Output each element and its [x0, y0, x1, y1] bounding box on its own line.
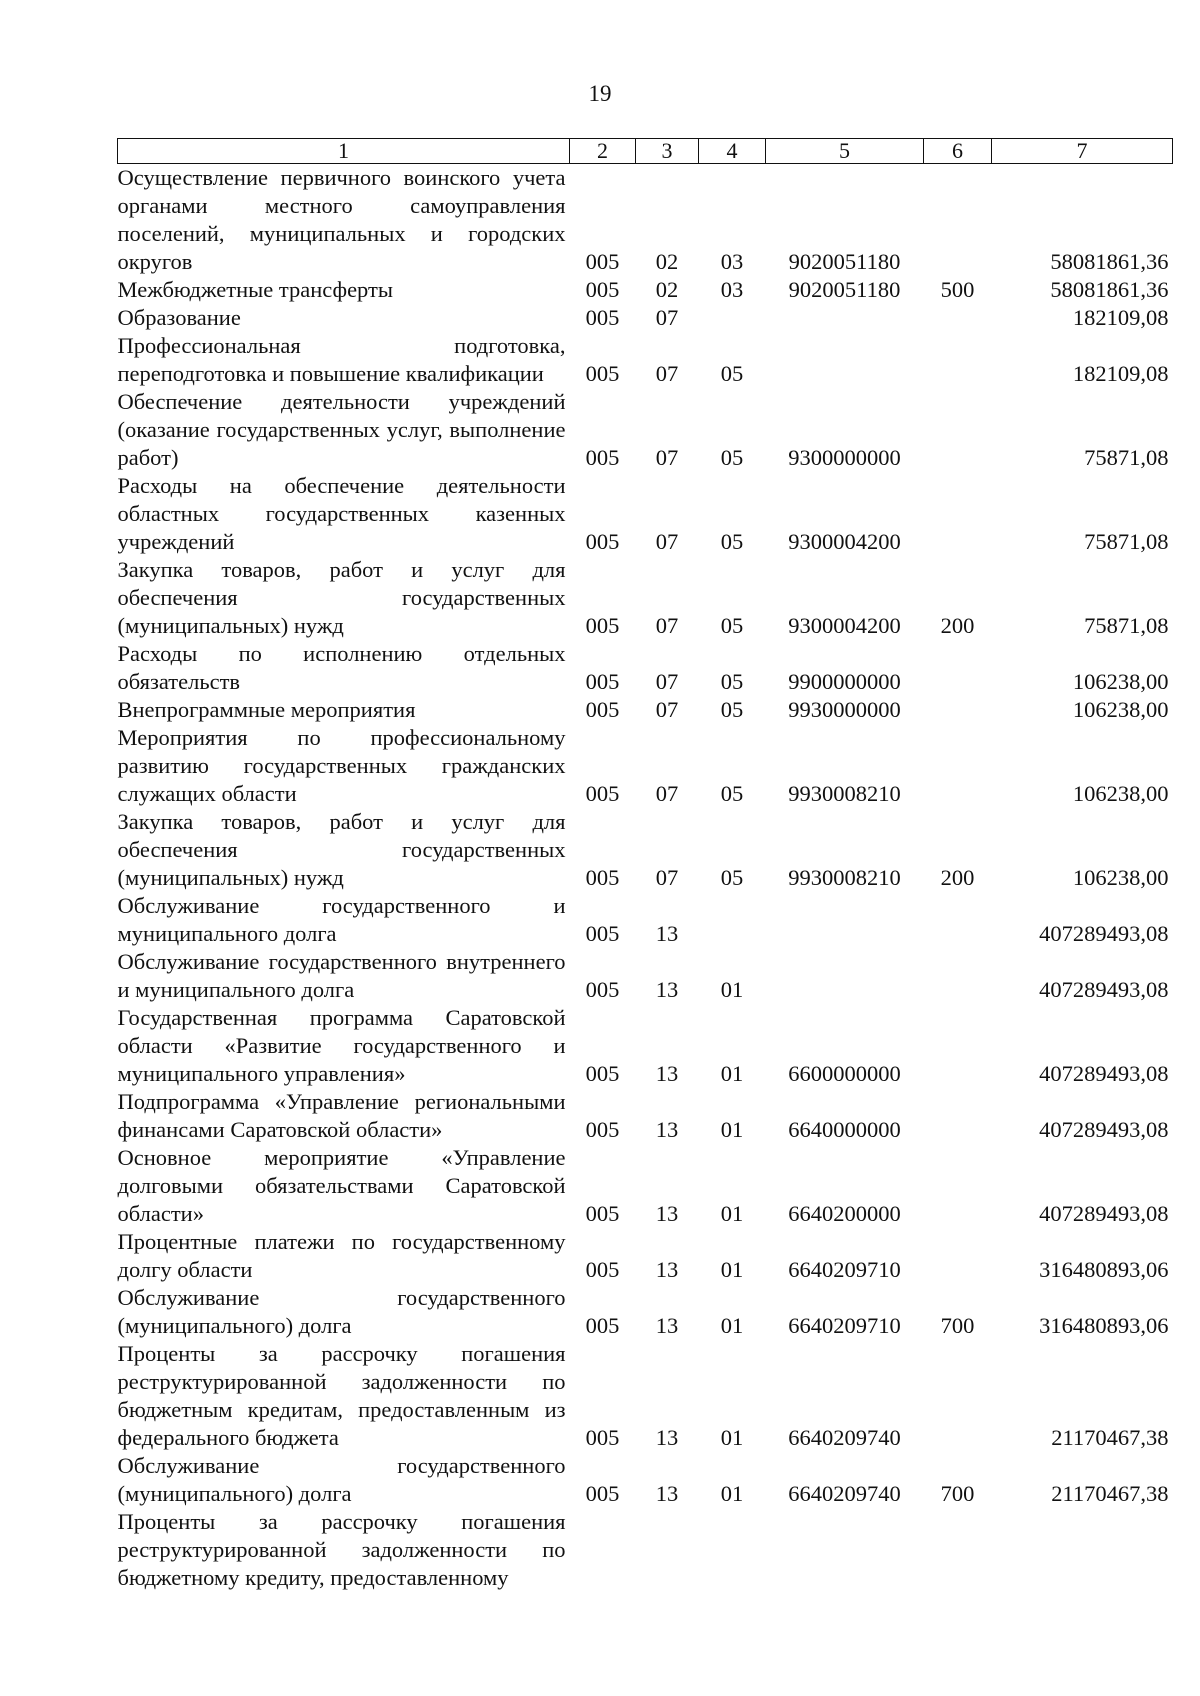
expense-type-code: 200: [940, 865, 975, 890]
target-item-code: 9930008210: [788, 865, 901, 890]
row-name: Государственная программа Саратовской области «Развитие государственного и муниципального управления»: [117, 1005, 566, 1086]
section-code: 13: [655, 1117, 679, 1142]
row-name: Основное мероприятие «Управление долговыми обязательствами Саратовской области»: [117, 1145, 566, 1226]
row-name: Обслуживание государственного внутреннего и муниципального долга: [117, 949, 566, 1002]
column-header: 2: [570, 139, 636, 164]
target-item-code: 9930008210: [788, 781, 901, 806]
row-name: Обслуживание государственного (муниципального) долга: [117, 1453, 566, 1506]
expense-type-code: [924, 1508, 992, 1592]
section-code: 13: [655, 1313, 679, 1338]
expense-type-code: [924, 304, 992, 332]
subsection-code: 03: [720, 249, 744, 274]
expense-type-code: [924, 1004, 992, 1088]
expense-type-code: [924, 1228, 992, 1284]
target-item-code: 9900000000: [788, 669, 901, 694]
section-code: 07: [655, 305, 679, 330]
expense-type-code: [924, 892, 992, 948]
ministry-code: 005: [585, 669, 620, 694]
expense-type-code: 700: [940, 1313, 975, 1338]
target-item-code: 9300004200: [788, 529, 901, 554]
ministry-code: 005: [585, 613, 620, 638]
row-name: Расходы по исполнению отдельных обязательств: [117, 641, 566, 694]
table-row: [118, 472, 1173, 556]
section-code: 07: [655, 669, 679, 694]
target-item-code: [766, 892, 924, 948]
target-item-code: 9020051180: [788, 249, 901, 274]
row-name: Обслуживание государственного (муниципального) долга: [117, 1285, 566, 1338]
row-name: Проценты за рассрочку погашения реструктурированной задолженности по бюджетным кредитам, предоставленным из федерального бюджета: [117, 1341, 566, 1450]
ministry-code: [570, 1508, 636, 1592]
subsection-code: 01: [720, 1257, 744, 1282]
target-item-code: [766, 332, 924, 388]
section-code: 07: [655, 529, 679, 554]
row-name: Внепрограммные мероприятия: [117, 697, 416, 722]
expense-type-code: [924, 1340, 992, 1452]
column-header: 3: [636, 139, 699, 164]
table-row: [118, 1088, 1173, 1144]
budget-table: [117, 138, 1173, 1592]
ministry-code: 005: [585, 361, 620, 386]
expense-type-code: [924, 724, 992, 808]
target-item-code: 6640209740: [788, 1481, 901, 1506]
section-code: 13: [655, 977, 679, 1002]
expense-type-code: [924, 696, 992, 724]
row-name: Закупка товаров, работ и услуг для обеспечения государственных (муниципальных) нужд: [117, 557, 566, 638]
amount: 407289493,08: [1039, 921, 1169, 946]
amount: 407289493,08: [1039, 1117, 1169, 1142]
expense-type-code: [924, 164, 992, 277]
ministry-code: 005: [585, 529, 620, 554]
ministry-code: 005: [585, 865, 620, 890]
amount: [992, 1508, 1173, 1592]
table-row: [118, 1452, 1173, 1508]
subsection-code: 01: [720, 977, 744, 1002]
column-header: 1: [118, 139, 570, 164]
section-code: 07: [655, 613, 679, 638]
row-name: Проценты за рассрочку погашения реструктурированной задолженности по бюджетному кредиту, предоставленному: [117, 1509, 566, 1590]
subsection-code: 01: [720, 1117, 744, 1142]
row-name: Процентные платежи по государственному долгу области: [117, 1229, 566, 1282]
amount: 316480893,06: [1039, 1257, 1169, 1282]
subsection-code: 05: [720, 697, 744, 722]
table-row: [118, 1284, 1173, 1340]
expense-type-code: [924, 472, 992, 556]
ministry-code: 005: [585, 277, 620, 302]
subsection-code: [699, 1508, 766, 1592]
row-name: Закупка товаров, работ и услуг для обеспечения государственных (муниципальных) нужд: [117, 809, 566, 890]
section-code: 07: [655, 445, 679, 470]
column-header: 4: [699, 139, 766, 164]
row-name: Межбюджетные трансферты: [117, 277, 393, 302]
table-row: [118, 696, 1173, 724]
expense-type-code: [924, 1088, 992, 1144]
subsection-code: 01: [720, 1061, 744, 1086]
subsection-code: [699, 304, 766, 332]
target-item-code: 9300000000: [788, 445, 901, 470]
target-item-code: 6640000000: [788, 1117, 901, 1142]
subsection-code: [699, 892, 766, 948]
target-item-code: 6640200000: [788, 1201, 901, 1226]
ministry-code: 005: [585, 1201, 620, 1226]
ministry-code: 005: [585, 305, 620, 330]
table-row: [118, 1340, 1173, 1452]
column-header: 6: [924, 139, 992, 164]
target-item-code: 6600000000: [788, 1061, 901, 1086]
subsection-code: 01: [720, 1481, 744, 1506]
section-code: 13: [655, 1061, 679, 1086]
row-name: Мероприятия по профессиональному развитию государственных гражданских служащих области: [117, 725, 566, 806]
table-row: [118, 276, 1173, 304]
amount: 58081861,36: [1050, 277, 1169, 302]
subsection-code: 05: [720, 781, 744, 806]
page-number: 19: [588, 81, 612, 106]
table-row: [118, 808, 1173, 892]
amount: 75871,08: [1084, 613, 1169, 638]
amount: 316480893,06: [1039, 1313, 1169, 1338]
amount: 106238,00: [1072, 865, 1169, 890]
ministry-code: 005: [585, 1117, 620, 1142]
subsection-code: 01: [720, 1201, 744, 1226]
ministry-code: 005: [585, 781, 620, 806]
table-row: [118, 388, 1173, 472]
section-code: 13: [655, 1257, 679, 1282]
target-item-code: 9300004200: [788, 613, 901, 638]
amount: 182109,08: [1072, 361, 1169, 386]
amount: 407289493,08: [1039, 1061, 1169, 1086]
subsection-code: 05: [720, 445, 744, 470]
row-name: Обеспечение деятельности учреждений (оказание государственных услуг, выполнение работ): [117, 389, 566, 470]
target-item-code: [766, 304, 924, 332]
subsection-code: 05: [720, 669, 744, 694]
amount: 106238,00: [1072, 697, 1169, 722]
column-header: 5: [766, 139, 924, 164]
column-number-header: [118, 139, 1173, 164]
ministry-code: 005: [585, 977, 620, 1002]
expense-type-code: [924, 1144, 992, 1228]
amount: 106238,00: [1072, 781, 1169, 806]
ministry-code: 005: [585, 445, 620, 470]
amount: 407289493,08: [1039, 977, 1169, 1002]
ministry-code: 005: [585, 1313, 620, 1338]
section-code: 13: [655, 1201, 679, 1226]
table-row: [118, 1508, 1173, 1592]
amount: 75871,08: [1084, 529, 1169, 554]
subsection-code: 01: [720, 1313, 744, 1338]
table-row: [118, 724, 1173, 808]
amount: 407289493,08: [1039, 1201, 1169, 1226]
subsection-code: 05: [720, 361, 744, 386]
amount: 58081861,36: [1050, 249, 1169, 274]
target-item-code: 9930000000: [788, 697, 901, 722]
table-row: [118, 892, 1173, 948]
expense-type-code: [924, 388, 992, 472]
subsection-code: 05: [720, 529, 744, 554]
row-name: Обслуживание государственного и муниципального долга: [117, 893, 566, 946]
ministry-code: 005: [585, 1425, 620, 1450]
section-code: 07: [655, 781, 679, 806]
section-code: 02: [655, 249, 679, 274]
target-item-code: 6640209710: [788, 1257, 901, 1282]
section-code: 13: [655, 1481, 679, 1506]
expense-type-code: [924, 640, 992, 696]
ministry-code: 005: [585, 1061, 620, 1086]
row-name: Расходы на обеспечение деятельности областных государственных казенных учреждений: [117, 473, 566, 554]
section-code: 07: [655, 361, 679, 386]
section-code: 07: [655, 697, 679, 722]
table-row: [118, 1004, 1173, 1088]
subsection-code: 01: [720, 1425, 744, 1450]
section-code: 07: [655, 865, 679, 890]
expense-type-code: [924, 332, 992, 388]
amount: 21170467,38: [1051, 1481, 1169, 1506]
amount: 75871,08: [1084, 445, 1169, 470]
expense-type-code: [924, 948, 992, 1004]
row-name: Подпрограмма «Управление региональными финансами Саратовской области»: [117, 1089, 566, 1142]
subsection-code: 05: [720, 613, 744, 638]
table-row: [118, 304, 1173, 332]
target-item-code: [766, 948, 924, 1004]
row-name: Осуществление первичного воинского учета органами местного самоуправления поселений, муниципальных и городских округов: [117, 165, 566, 274]
ministry-code: 005: [585, 1257, 620, 1282]
target-item-code: [766, 1508, 924, 1592]
target-item-code: 6640209710: [788, 1313, 901, 1338]
ministry-code: 005: [585, 1481, 620, 1506]
ministry-code: 005: [585, 249, 620, 274]
amount: 21170467,38: [1051, 1425, 1169, 1450]
expense-type-code: 700: [940, 1481, 975, 1506]
table-row: [118, 164, 1173, 277]
section-code: 13: [655, 1425, 679, 1450]
expense-type-code: 500: [940, 277, 975, 302]
column-header: 7: [992, 139, 1173, 164]
ministry-code: 005: [585, 697, 620, 722]
section-code: [636, 1508, 699, 1592]
section-code: 13: [655, 921, 679, 946]
row-name: Профессиональная подготовка, переподготовка и повышение квалификации: [117, 333, 566, 386]
expense-type-code: 200: [940, 613, 975, 638]
table-row: [118, 332, 1173, 388]
target-item-code: 9020051180: [788, 277, 901, 302]
table-row: [118, 640, 1173, 696]
table-row: [118, 948, 1173, 1004]
table-row: [118, 556, 1173, 640]
amount: 106238,00: [1072, 669, 1169, 694]
table-row: [118, 1228, 1173, 1284]
target-item-code: 6640209740: [788, 1425, 901, 1450]
section-code: 02: [655, 277, 679, 302]
subsection-code: 05: [720, 865, 744, 890]
ministry-code: 005: [585, 921, 620, 946]
subsection-code: 03: [720, 277, 744, 302]
table-row: [118, 1144, 1173, 1228]
row-name: Образование: [117, 305, 241, 330]
amount: 182109,08: [1072, 305, 1169, 330]
